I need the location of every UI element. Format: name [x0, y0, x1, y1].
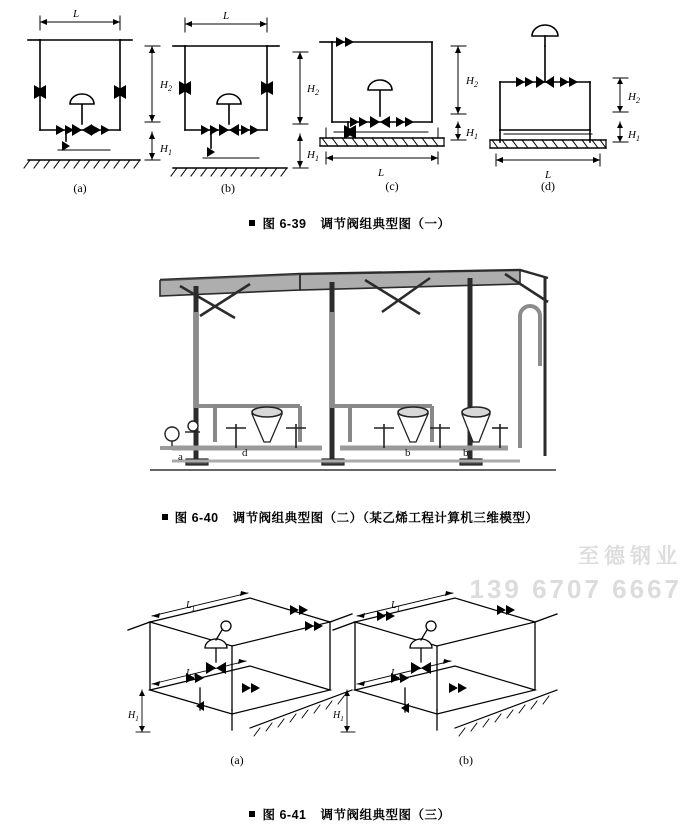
dim-H2-b: $H_2$ [307, 83, 319, 97]
figure-6-41-title: 调节阀组典型图（三） [320, 808, 451, 822]
figure-6-41-number: 图 6-41 [262, 808, 307, 822]
panel-label-d: (d) [541, 179, 555, 193]
dim-L2-a: $L_2$ [186, 668, 196, 681]
annotation-a: a [178, 451, 183, 463]
iso-panel-b [333, 591, 557, 736]
panel-label-b: (b) [221, 181, 235, 195]
panel-c-drawing [320, 37, 466, 164]
iso-panel-a [128, 591, 352, 736]
figure-6-39-drawing [0, 0, 700, 200]
iso-panel-label-b: (b) [459, 753, 473, 767]
panel-label-c: (c) [385, 179, 399, 193]
panel-b-drawing [171, 18, 308, 176]
panel-a-drawing [24, 16, 160, 168]
figure-6-41-drawing [0, 560, 700, 795]
iso-panel-label-a: (a) [230, 753, 244, 767]
figure-6-41-caption [0, 805, 700, 823]
annotation-b1: b [405, 447, 411, 459]
dim-H1-d: $H_1$ [628, 129, 640, 143]
dim-L-c: L [377, 167, 385, 179]
dim-H2-d: $H_2$ [628, 91, 640, 105]
figure-6-39-title: 调节阀组典型图（一） [320, 217, 451, 231]
figure-6-40-drawing [0, 256, 700, 506]
dim-H2-c: $H_2$ [466, 75, 478, 89]
watermark-phone: 139 6707 6667 [469, 574, 682, 604]
dim-L1-b: $L_1$ [391, 600, 401, 613]
dim-L-a: L [72, 8, 80, 20]
dim-L-d: L [544, 169, 552, 181]
figure-6-40 [0, 256, 700, 526]
figure-6-40-number: 图 6-40 [174, 511, 219, 525]
caption-marker-icon [162, 514, 168, 520]
figure-6-39-caption [0, 214, 700, 232]
dim-H1-iso-a: $H_1$ [128, 710, 139, 723]
watermark-brand: 至德钢业 [578, 545, 682, 568]
dim-L1-a: $L_1$ [186, 600, 196, 613]
dim-H1-a: $H_1$ [160, 143, 172, 157]
dim-L-b: L [222, 10, 230, 22]
figure-6-40-title: 调节阀组典型图（二）（某乙烯工程计算机三维模型） [232, 511, 539, 525]
annotation-b2: b [463, 447, 469, 459]
figure-6-39-number: 图 6-39 [262, 217, 307, 231]
dim-L2-b: $L_2$ [391, 668, 401, 681]
caption-marker-icon [249, 220, 255, 226]
figure-6-41 [0, 560, 700, 823]
annotation-d: d [242, 447, 248, 459]
panel-d-drawing [490, 25, 628, 166]
figure-6-40-caption [0, 508, 700, 526]
caption-marker-icon [249, 811, 255, 817]
dim-H1-iso-b: $H_1$ [333, 710, 344, 723]
dim-H1-b: $H_1$ [307, 149, 319, 163]
figure-6-39 [0, 0, 700, 232]
panel-label-a: (a) [73, 181, 87, 195]
dim-H2-a: $H_2$ [160, 79, 172, 93]
dim-H1-c: $H_1$ [466, 127, 478, 141]
